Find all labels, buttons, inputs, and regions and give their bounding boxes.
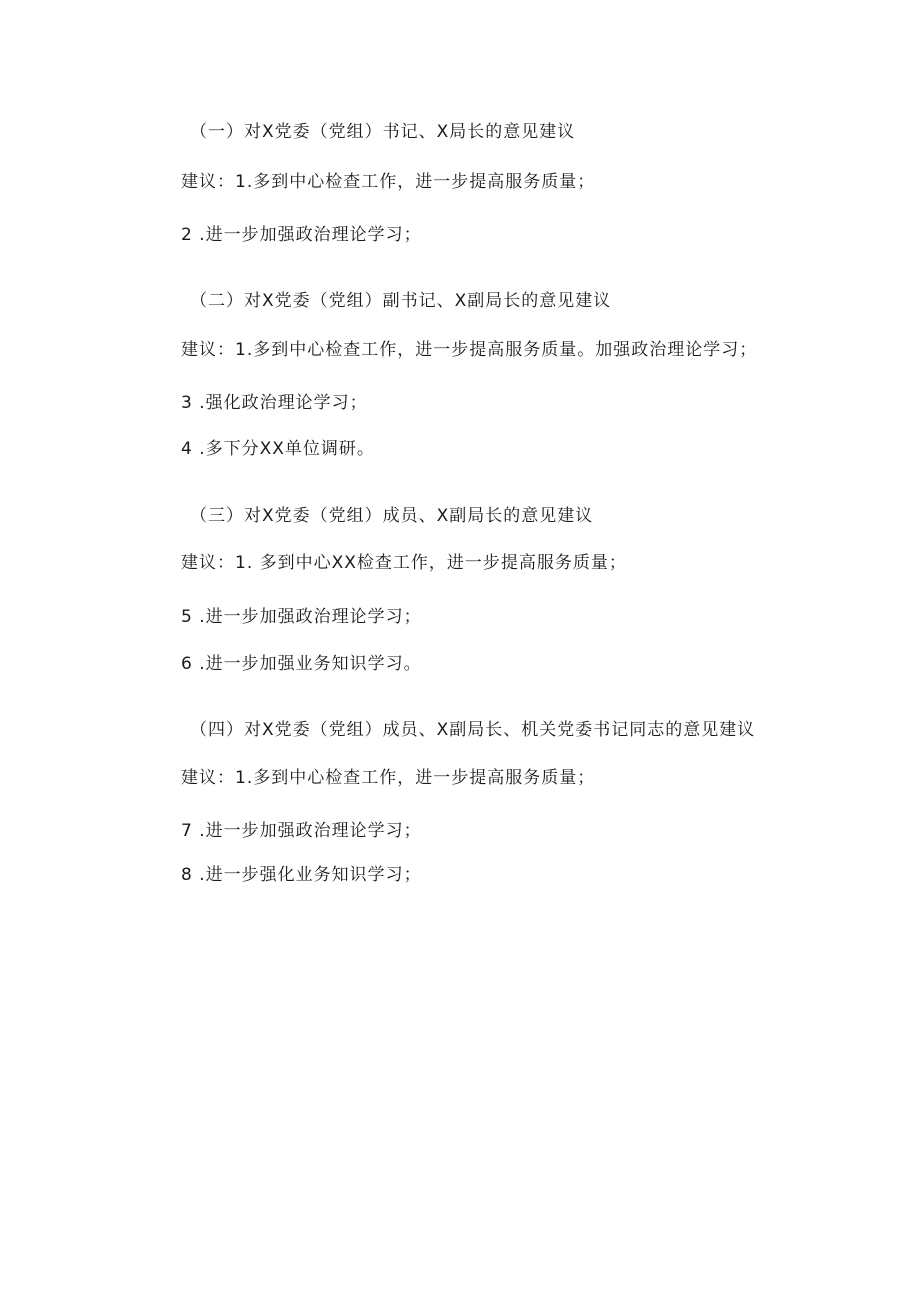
section-3-heading: （三）对X党委（党组）成员、X副局长的意见建议 <box>190 506 594 526</box>
section-1-line-2: 2 .进一步加强政治理论学习； <box>181 225 422 245</box>
section-4-line-2: 7 .进一步加强政治理论学习； <box>181 821 422 841</box>
section-2-line-2: 3 .强化政治理论学习； <box>181 393 368 413</box>
section-1-heading: （一）对X党委（党组）书记、X局长的意见建议 <box>190 122 576 142</box>
section-2-heading: （二）对X党委（党组）副书记、X副局长的意见建议 <box>190 291 612 311</box>
section-3-line-3: 6 .进一步加强业务知识学习。 <box>181 654 422 674</box>
section-2-line-3: 4 .多下分XX单位调研。 <box>181 439 375 459</box>
section-4-heading: （四）对X党委（党组）成员、X副局长、机关党委书记同志的意见建议 <box>190 720 756 740</box>
section-3-line-2: 5 .进一步加强政治理论学习； <box>181 607 422 627</box>
section-4-line-1: 建议：1.多到中心检查工作，进一步提高服务质量； <box>181 768 596 788</box>
section-3-line-1: 建议：1. 多到中心XX检查工作，进一步提高服务质量； <box>181 553 627 573</box>
section-1-line-1: 建议：1.多到中心检查工作，进一步提高服务质量； <box>181 172 596 192</box>
section-2-line-1: 建议：1.多到中心检查工作，进一步提高服务质量。加强政治理论学习； <box>181 340 758 360</box>
section-4-line-3: 8 .进一步强化业务知识学习； <box>181 865 422 885</box>
